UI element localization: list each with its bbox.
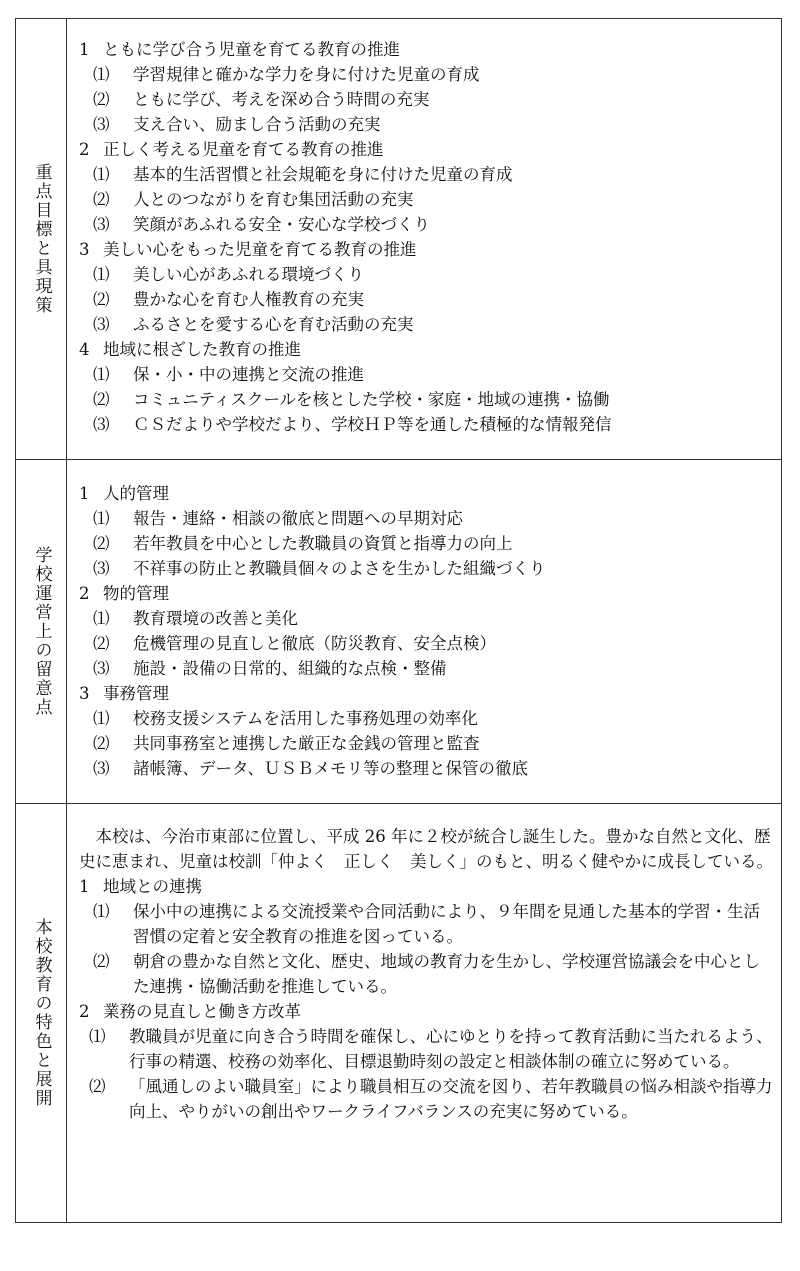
list-subitem: ⑶ 諸帳簿、データ、ＵＳＢメモリ等の整理と保管の徹底 xyxy=(93,759,529,778)
list-subitem: ⑴ 学習規律と確かな学力を身に付けた児童の育成 xyxy=(93,65,480,84)
school-plan-table xyxy=(15,18,782,1223)
list-subitem: ⑶ 笑顔があふれる安全・安心な学校づくり xyxy=(93,215,430,234)
list-subitem: ⑶ ＣＳだよりや学校だより、学校ＨＰ等を通した積極的な情報発信 xyxy=(93,415,612,434)
list-item: 4 地域に根ざした教育の推進 xyxy=(79,340,301,359)
list-subitem: ⑵ 「風通しのよい職員室」により職員相互の交流を図り、若年教職員の悩み相談や指導力向上、やりがいの創出やワークライフバランスの充実に努めている。 xyxy=(89,1077,773,1121)
section-header: 重点目標と具現策 xyxy=(16,19,67,459)
list-subitem: ⑴ 教職員が児童に向き合う時間を確保し、心にゆとりを持って教育活動に当たれるよう、行事の精選、校務の効率化、目標退勤時刻の設定と相談体制の確立に努めている。 xyxy=(89,1027,773,1071)
list-subitem: ⑵ 危機管理の見直しと徹底（防災教育、安全点検） xyxy=(93,634,496,653)
list-subitem: ⑶ 施設・設備の日常的、組織的な点検・整備 xyxy=(93,659,447,678)
list-subitem: ⑶ 不祥事の防止と教職員個々のよさを生かした組織づくり xyxy=(93,559,546,578)
list-subitem: ⑵ 共同事務室と連携した厳正な金銭の管理と監査 xyxy=(93,734,480,753)
section-header: 学校運営上の留意点 xyxy=(16,460,67,803)
list-subitem: ⑴ 保・小・中の連携と交流の推進 xyxy=(93,365,364,384)
list-subitem: ⑵ 朝倉の豊かな自然と文化、歴史、地域の教育力を生かし、学校運営協議会を中心とした連携・協働活動を推進している。 xyxy=(93,952,760,996)
list-item: 1 地域との連携 xyxy=(79,877,202,896)
section-header: 本校教育の特色と展開 xyxy=(16,804,67,1222)
list-subitem: ⑴ 報告・連絡・相談の徹底と問題への早期対応 xyxy=(93,509,463,528)
list-item: 1 人的管理 xyxy=(79,484,169,503)
intro-paragraph: 本校は、今治市東部に位置し、平成 26 年に２校が統合し誕生した。豊かな自然と文化、歴史に恵まれ、児童は校訓「仲よく 正しく 美しく」のもと、明るく健やかに成長している。 xyxy=(79,827,773,871)
section-body xyxy=(67,460,781,803)
section-management-notes xyxy=(16,459,781,803)
list-item: 3 美しい心をもった児童を育てる教育の推進 xyxy=(79,240,417,259)
list-subitem: ⑵ 若年教員を中心とした教職員の資質と指導力の向上 xyxy=(93,534,513,553)
list-item: 1 ともに学び合う児童を育てる教育の推進 xyxy=(79,40,400,59)
section-priority-goals xyxy=(16,19,781,459)
section-school-features xyxy=(16,803,781,1222)
list-subitem: ⑴ 美しい心があふれる環境づくり xyxy=(93,265,364,284)
list-item: 2 正しく考える児童を育てる教育の推進 xyxy=(79,140,384,159)
list-subitem: ⑴ 基本的生活習慣と社会規範を身に付けた児童の育成 xyxy=(93,165,513,184)
list-subitem: ⑵ コミュニティスクールを核とした学校・家庭・地域の連携・協働 xyxy=(93,390,610,409)
section-body xyxy=(67,19,781,459)
list-item: 2 業務の見直しと働き方改革 xyxy=(79,1002,301,1021)
list-subitem: ⑶ 支え合い、励まし合う活動の充実 xyxy=(93,115,381,134)
list-subitem: ⑵ 豊かな心を育む人権教育の充実 xyxy=(93,290,364,309)
list-subitem: ⑴ 教育環境の改善と美化 xyxy=(93,609,298,628)
section-body xyxy=(67,804,781,1222)
list-subitem: ⑵ ともに学び、考えを深め合う時間の充実 xyxy=(93,90,430,109)
list-subitem: ⑶ ふるさとを愛する心を育む活動の充実 xyxy=(93,315,414,334)
list-subitem: ⑴ 保小中の連携による交流授業や合同活動により、９年間を見通した基本的学習・生活習慣の定着と安全教育の推進を図っている。 xyxy=(93,902,760,946)
list-subitem: ⑵ 人とのつながりを育む集団活動の充実 xyxy=(93,190,414,209)
list-item: 2 物的管理 xyxy=(79,584,169,603)
list-item: 3 事務管理 xyxy=(79,684,169,703)
list-subitem: ⑴ 校務支援システムを活用した事務処理の効率化 xyxy=(93,709,478,728)
